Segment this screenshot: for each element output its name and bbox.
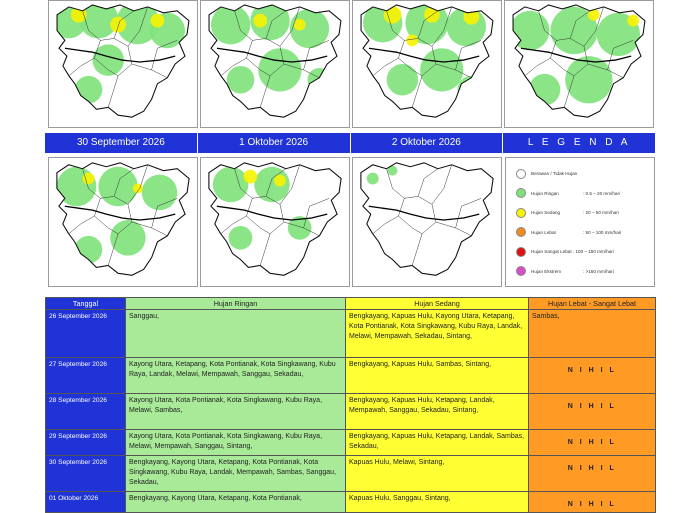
rainfall-area bbox=[92, 44, 124, 76]
forecast-map-1-oktober bbox=[200, 157, 350, 287]
forecast-map-top-3 bbox=[352, 0, 502, 128]
rainfall-area bbox=[384, 6, 402, 24]
legend-label: Hujan Ekstrem bbox=[531, 268, 562, 274]
rainfall-area bbox=[367, 173, 379, 185]
legend-label: Hujan Ringan bbox=[531, 190, 559, 196]
river-line bbox=[369, 48, 479, 62]
rainfall-area bbox=[294, 19, 306, 31]
legend-item bbox=[516, 242, 650, 262]
table-row bbox=[46, 456, 656, 492]
legend-range: : >150 mm/hari bbox=[583, 268, 614, 274]
rainfall-map-svg bbox=[353, 1, 501, 127]
cell-lebat: Sambas, bbox=[529, 310, 656, 358]
rainfall-area bbox=[243, 170, 257, 184]
cell-sedang: Bengkayang, Kapuas Hulu, Kayong Utara, Ketapang, Kota Pontianak, Kota Singkawang, Kubu Raya, Landak, Melawi, Mempawah, Sekadau, Sintang, bbox=[346, 310, 529, 358]
rainfall-map-svg bbox=[201, 1, 349, 127]
cell-lebat: N I H I L bbox=[529, 456, 656, 492]
legend-range: : 100 – 150 mm/hari bbox=[572, 249, 614, 255]
forecast-map-top-1 bbox=[48, 0, 198, 128]
forecast-map-top-4 bbox=[504, 0, 654, 128]
cell-sedang: Kapuas Hulu, Melawi, Sintang, bbox=[346, 456, 529, 492]
rainfall-area bbox=[274, 175, 286, 187]
province-outline bbox=[361, 163, 493, 275]
rainfall-area bbox=[158, 248, 178, 268]
rainfall-area bbox=[227, 66, 255, 94]
cell-ringan: Kayong Utara, Ketapang, Kota Pontianak, Kota Singkawang, Kubu Raya, Landak, Melawi, Mempawah, Sanggau, Sekadau, bbox=[126, 358, 346, 394]
district-border bbox=[418, 169, 438, 197]
cell-ringan: Sanggau, bbox=[126, 310, 346, 358]
rainfall-map-svg bbox=[353, 158, 501, 286]
legend-range: : 50 – 100 mm/hari bbox=[583, 229, 622, 235]
date-strip bbox=[45, 133, 655, 153]
legend-swatch-icon bbox=[516, 169, 526, 179]
cell-lebat: N I H I L bbox=[529, 358, 656, 394]
rainfall-area bbox=[627, 15, 639, 27]
header-hujan-lebat: Hujan Lebat - Sangat Lebat bbox=[529, 298, 656, 310]
legend-item bbox=[516, 203, 650, 223]
legend-label: Hujan Lebat bbox=[531, 229, 556, 235]
district-border bbox=[260, 204, 284, 265]
river-line bbox=[369, 206, 480, 220]
rainfall-area bbox=[151, 14, 165, 28]
legend-label: Hujan Sangat Lebat bbox=[531, 249, 572, 255]
district-border bbox=[398, 216, 422, 234]
rainfall-area bbox=[142, 175, 178, 211]
legend-swatch-icon bbox=[516, 208, 526, 218]
rainfall-area bbox=[211, 5, 250, 44]
forecast-map-2-oktober bbox=[352, 157, 502, 287]
cell-ringan: Bengkayang, Kayong Utara, Ketapang, Kota Pontianak, bbox=[126, 492, 346, 513]
forecast-map-top-2 bbox=[200, 0, 350, 128]
table-row bbox=[46, 430, 656, 456]
cell-lebat: N I H I L bbox=[529, 394, 656, 430]
rainfall-legend bbox=[505, 157, 655, 287]
cell-lebat: N I H I L bbox=[529, 492, 656, 513]
cell-date: 27 September 2026 bbox=[46, 358, 126, 394]
legend-item bbox=[516, 164, 650, 184]
rainfall-area bbox=[510, 11, 549, 50]
legend-heading: L E G E N D A bbox=[503, 133, 655, 153]
cell-sedang: Bengkayang, Kapuas Hulu, Ketapang, Landak, Sambas, Sekadau, bbox=[346, 430, 529, 456]
cell-lebat: N I H I L bbox=[529, 430, 656, 456]
rainfall-area bbox=[229, 226, 253, 250]
legend-item bbox=[516, 223, 650, 243]
date-label: 1 Oktober 2026 bbox=[198, 133, 351, 153]
cell-sedang: Bengkayang, Kapuas Hulu, Ketapang, Landak, Mempawah, Sanggau, Sekadau, Sintang, bbox=[346, 394, 529, 430]
rainfall-area bbox=[406, 34, 418, 46]
date-label: 30 September 2026 bbox=[45, 133, 198, 153]
rainfall-area bbox=[253, 14, 267, 28]
date-label: 2 Oktober 2026 bbox=[351, 133, 504, 153]
cell-sedang: Bengkayang, Kapuas Hulu, Sambas, Sintang, bbox=[346, 358, 529, 394]
table-row bbox=[46, 492, 656, 513]
rainfall-area bbox=[75, 76, 103, 104]
header-hujan-ringan: Hujan Ringan bbox=[126, 298, 346, 310]
legend-label: Berawan / Tidak Hujan bbox=[531, 171, 578, 177]
cell-date: 30 September 2026 bbox=[46, 456, 126, 492]
rainfall-area bbox=[98, 167, 137, 206]
district-border bbox=[412, 204, 436, 265]
rainfall-area bbox=[254, 167, 290, 203]
district-border bbox=[456, 198, 482, 228]
district-border bbox=[436, 222, 472, 236]
cell-sedang: Kapuas Hulu, Sanggau, Sintang, bbox=[346, 492, 529, 513]
table-row bbox=[46, 394, 656, 430]
cell-date: 26 September 2026 bbox=[46, 310, 126, 358]
legend-swatch-icon bbox=[516, 188, 526, 198]
district-border bbox=[373, 198, 405, 234]
rainfall-area bbox=[565, 56, 612, 103]
rainfall-area bbox=[213, 167, 249, 203]
rainfall-area bbox=[614, 76, 642, 104]
table-row bbox=[46, 310, 656, 358]
rainfall-map-svg bbox=[49, 1, 197, 127]
header-tanggal: Tanggal bbox=[46, 298, 126, 310]
legend-item bbox=[516, 184, 650, 204]
rainfall-map-svg bbox=[49, 158, 197, 286]
cell-date: 28 September 2026 bbox=[46, 394, 126, 430]
forecast-map-30-september bbox=[48, 157, 198, 287]
rainfall-area bbox=[133, 184, 143, 194]
river-line bbox=[217, 206, 328, 220]
district-border bbox=[132, 64, 167, 78]
legend-swatch-icon bbox=[516, 247, 526, 257]
rainfall-map-svg bbox=[505, 1, 653, 127]
table-row bbox=[46, 358, 656, 394]
rainfall-area bbox=[258, 48, 301, 91]
rainfall-area bbox=[458, 76, 486, 104]
legend-range: : 0.5 – 20 mm/hari bbox=[583, 190, 621, 196]
legend-item bbox=[516, 262, 650, 282]
rainfall-area bbox=[307, 68, 331, 92]
legend-swatch-icon bbox=[516, 227, 526, 237]
cell-ringan: Kayong Utara, Kota Pontianak, Kota Singkawang, Kubu Raya, Melawi, Mempawah, Sanggau, Sintang, bbox=[126, 430, 346, 456]
table-header-row bbox=[46, 298, 656, 310]
forecast-table bbox=[45, 297, 656, 513]
rainfall-map-svg bbox=[201, 158, 349, 286]
legend-range: : 20 – 50 mm/hari bbox=[583, 210, 619, 216]
rainfall-area bbox=[420, 48, 463, 91]
forecast-table-wrap bbox=[45, 297, 655, 513]
cell-date: 29 September 2026 bbox=[46, 430, 126, 456]
legend-label: Hujan Sedang bbox=[531, 210, 561, 216]
header-hujan-sedang: Hujan Sedang bbox=[346, 298, 529, 310]
rainfall-area bbox=[387, 64, 419, 96]
cell-ringan: Kayong Utara, Kota Pontianak, Kota Singkawang, Kubu Raya, Melawi, Sambas, bbox=[126, 394, 346, 430]
cell-ringan: Bengkayang, Kayong Utara, Ketapang, Kota Pontianak, Kota Singkawang, Kubu Raya, Landak, Mempawah, Sambas, Sanggau, Sekadau, bbox=[126, 456, 346, 492]
rainfall-area bbox=[110, 17, 126, 33]
cell-date: 01 Oktober 2026 bbox=[46, 492, 126, 513]
legend-swatch-icon bbox=[516, 266, 526, 276]
